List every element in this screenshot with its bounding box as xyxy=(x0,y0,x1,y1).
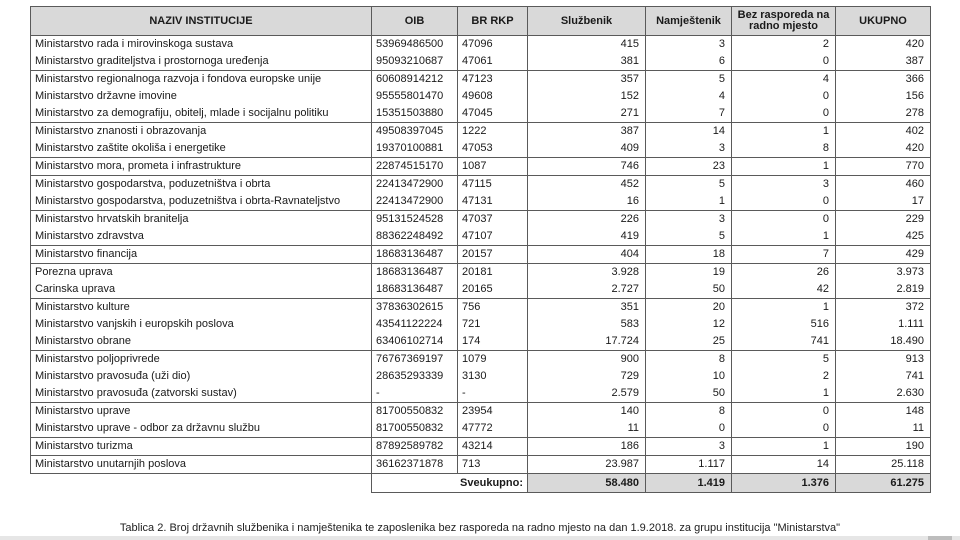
ukupno-cell: 741 xyxy=(836,368,931,385)
ukupno-cell: 425 xyxy=(836,228,931,246)
ukupno-cell: 2.819 xyxy=(836,281,931,299)
oib-cell: 76767369197 xyxy=(372,351,458,369)
oib-cell: 18683136487 xyxy=(372,246,458,264)
institution-name: Ministarstvo znanosti i obrazovanja xyxy=(31,123,372,141)
bez-rasporeda-cell: 0 xyxy=(732,193,836,211)
ukupno-cell: 429 xyxy=(836,246,931,264)
ukupno-cell: 18.490 xyxy=(836,333,931,351)
header-naziv: NAZIV INSTITUCIJE xyxy=(31,7,372,36)
oib-cell: 60608914212 xyxy=(372,71,458,89)
br-rkp-cell: 47115 xyxy=(458,176,528,194)
bez-rasporeda-cell: 0 xyxy=(732,53,836,71)
bez-rasporeda-cell: 516 xyxy=(732,316,836,333)
institution-name: Ministarstvo pravosuđa (uži dio) xyxy=(31,368,372,385)
institution-name: Carinska uprava xyxy=(31,281,372,299)
sluzbenik-cell: 381 xyxy=(528,53,646,71)
table-row xyxy=(31,158,931,176)
namjestenik-cell: 1 xyxy=(646,193,732,211)
br-rkp-cell: 20157 xyxy=(458,246,528,264)
namjestenik-cell: 3 xyxy=(646,211,732,229)
table-row xyxy=(31,176,931,194)
ukupno-cell: 190 xyxy=(836,438,931,456)
table-row xyxy=(31,228,931,246)
bez-rasporeda-cell: 0 xyxy=(732,420,836,438)
namjestenik-cell: 8 xyxy=(646,351,732,369)
br-rkp-cell: 49608 xyxy=(458,88,528,105)
table-row xyxy=(31,123,931,141)
oib-cell: 36162371878 xyxy=(372,456,458,474)
sluzbenik-cell: 357 xyxy=(528,71,646,89)
institution-name: Ministarstvo kulture xyxy=(31,299,372,317)
br-rkp-cell: 43214 xyxy=(458,438,528,456)
ukupno-cell: 460 xyxy=(836,176,931,194)
total-bez-rasporeda: 1.376 xyxy=(732,474,836,493)
oib-cell: 95555801470 xyxy=(372,88,458,105)
table-row xyxy=(31,299,931,317)
br-rkp-cell: 721 xyxy=(458,316,528,333)
table-row xyxy=(31,36,931,54)
oib-cell: 22413472900 xyxy=(372,176,458,194)
bez-rasporeda-cell: 26 xyxy=(732,264,836,282)
sluzbenik-cell: 415 xyxy=(528,36,646,54)
oib-cell: 81700550832 xyxy=(372,403,458,421)
header-namjestenik: Namještenik xyxy=(646,7,732,36)
ukupno-cell: 11 xyxy=(836,420,931,438)
bez-rasporeda-cell: 1 xyxy=(732,299,836,317)
namjestenik-cell: 23 xyxy=(646,158,732,176)
institution-name: Ministarstvo gospodarstva, poduzetništva i obrta-Ravnateljstvo xyxy=(31,193,372,211)
table-row xyxy=(31,211,931,229)
sluzbenik-cell: 152 xyxy=(528,88,646,105)
ukupno-cell: 278 xyxy=(836,105,931,123)
sluzbenik-cell: 419 xyxy=(528,228,646,246)
sluzbenik-cell: 351 xyxy=(528,299,646,317)
total-sluzbenik: 58.480 xyxy=(528,474,646,493)
oib-cell: 22874515170 xyxy=(372,158,458,176)
namjestenik-cell: 3 xyxy=(646,438,732,456)
oib-cell: 18683136487 xyxy=(372,281,458,299)
bez-rasporeda-cell: 1 xyxy=(732,123,836,141)
bez-rasporeda-cell: 1 xyxy=(732,228,836,246)
br-rkp-cell: 3130 xyxy=(458,368,528,385)
bez-rasporeda-cell: 7 xyxy=(732,246,836,264)
bez-rasporeda-cell: 5 xyxy=(732,351,836,369)
oib-cell: 63406102714 xyxy=(372,333,458,351)
namjestenik-cell: 25 xyxy=(646,333,732,351)
table-row xyxy=(31,281,931,299)
institution-name: Ministarstvo zaštite okoliša i energetike xyxy=(31,140,372,158)
header-sluzbenik: Službenik xyxy=(528,7,646,36)
br-rkp-cell: 20181 xyxy=(458,264,528,282)
sluzbenik-cell: 746 xyxy=(528,158,646,176)
namjestenik-cell: 4 xyxy=(646,88,732,105)
oib-cell: 53969486500 xyxy=(372,36,458,54)
bez-rasporeda-cell: 4 xyxy=(732,71,836,89)
total-spacer xyxy=(31,474,372,493)
ukupno-cell: 229 xyxy=(836,211,931,229)
table-row xyxy=(31,246,931,264)
institution-name: Ministarstvo financija xyxy=(31,246,372,264)
sluzbenik-cell: 729 xyxy=(528,368,646,385)
bez-rasporeda-cell: 741 xyxy=(732,333,836,351)
bez-rasporeda-cell: 2 xyxy=(732,36,836,54)
sluzbenik-cell: 452 xyxy=(528,176,646,194)
institution-name: Ministarstvo vanjskih i europskih poslova xyxy=(31,316,372,333)
header-br-rkp: BR RKP xyxy=(458,7,528,36)
header-ukupno: UKUPNO xyxy=(836,7,931,36)
br-rkp-cell: 47061 xyxy=(458,53,528,71)
namjestenik-cell: 5 xyxy=(646,176,732,194)
namjestenik-cell: 5 xyxy=(646,71,732,89)
table-row xyxy=(31,71,931,89)
br-rkp-cell: 1222 xyxy=(458,123,528,141)
total-label: Sveukupno: xyxy=(372,474,528,493)
namjestenik-cell: 7 xyxy=(646,105,732,123)
table-row xyxy=(31,193,931,211)
namjestenik-cell: 1.117 xyxy=(646,456,732,474)
sluzbenik-cell: 404 xyxy=(528,246,646,264)
oib-cell: 18683136487 xyxy=(372,264,458,282)
oib-cell: 19370100881 xyxy=(372,140,458,158)
institution-name: Ministarstvo za demografiju, obitelj, mlade i socijalnu politiku xyxy=(31,105,372,123)
oib-cell: 43541122224 xyxy=(372,316,458,333)
ukupno-cell: 420 xyxy=(836,140,931,158)
ukupno-cell: 420 xyxy=(836,36,931,54)
namjestenik-cell: 19 xyxy=(646,264,732,282)
oib-cell: 15351503880 xyxy=(372,105,458,123)
ukupno-cell: 770 xyxy=(836,158,931,176)
br-rkp-cell: 713 xyxy=(458,456,528,474)
br-rkp-cell: 47053 xyxy=(458,140,528,158)
sluzbenik-cell: 583 xyxy=(528,316,646,333)
br-rkp-cell: 47123 xyxy=(458,71,528,89)
namjestenik-cell: 10 xyxy=(646,368,732,385)
oib-cell: 22413472900 xyxy=(372,193,458,211)
bez-rasporeda-cell: 14 xyxy=(732,456,836,474)
namjestenik-cell: 3 xyxy=(646,36,732,54)
table-row xyxy=(31,385,931,403)
header-oib: OIB xyxy=(372,7,458,36)
institution-name: Ministarstvo pravosuđa (zatvorski sustav) xyxy=(31,385,372,403)
br-rkp-cell: 47131 xyxy=(458,193,528,211)
institution-name: Ministarstvo turizma xyxy=(31,438,372,456)
sluzbenik-cell: 226 xyxy=(528,211,646,229)
sluzbenik-cell: 2.727 xyxy=(528,281,646,299)
oib-cell: - xyxy=(372,385,458,403)
sluzbenik-cell: 11 xyxy=(528,420,646,438)
bez-rasporeda-cell: 0 xyxy=(732,403,836,421)
table-row xyxy=(31,264,931,282)
sluzbenik-cell: 3.928 xyxy=(528,264,646,282)
institution-name: Ministarstvo uprave xyxy=(31,403,372,421)
institutions-table xyxy=(30,6,931,493)
horizontal-scrollbar[interactable] xyxy=(0,536,960,540)
br-rkp-cell: 1079 xyxy=(458,351,528,369)
institution-name: Ministarstvo unutarnjih poslova xyxy=(31,456,372,474)
br-rkp-cell: 756 xyxy=(458,299,528,317)
institution-name: Ministarstvo gospodarstva, poduzetništva i obrta xyxy=(31,176,372,194)
namjestenik-cell: 50 xyxy=(646,281,732,299)
institution-name: Ministarstvo rada i mirovinskoga sustava xyxy=(31,36,372,54)
table-row xyxy=(31,88,931,105)
br-rkp-cell: 1087 xyxy=(458,158,528,176)
br-rkp-cell: 47107 xyxy=(458,228,528,246)
bez-rasporeda-cell: 1 xyxy=(732,385,836,403)
sluzbenik-cell: 409 xyxy=(528,140,646,158)
bez-rasporeda-cell: 2 xyxy=(732,368,836,385)
ukupno-cell: 3.973 xyxy=(836,264,931,282)
br-rkp-cell: 23954 xyxy=(458,403,528,421)
ukupno-cell: 387 xyxy=(836,53,931,71)
oib-cell: 95093210687 xyxy=(372,53,458,71)
namjestenik-cell: 12 xyxy=(646,316,732,333)
bez-rasporeda-cell: 8 xyxy=(732,140,836,158)
ukupno-cell: 2.630 xyxy=(836,385,931,403)
sluzbenik-cell: 23.987 xyxy=(528,456,646,474)
table-row xyxy=(31,105,931,123)
oib-cell: 87892589782 xyxy=(372,438,458,456)
oib-cell: 81700550832 xyxy=(372,420,458,438)
bez-rasporeda-cell: 42 xyxy=(732,281,836,299)
table-row xyxy=(31,438,931,456)
br-rkp-cell: 47772 xyxy=(458,420,528,438)
namjestenik-cell: 0 xyxy=(646,420,732,438)
bez-rasporeda-cell: 1 xyxy=(732,158,836,176)
namjestenik-cell: 50 xyxy=(646,385,732,403)
bez-rasporeda-cell: 0 xyxy=(732,88,836,105)
namjestenik-cell: 20 xyxy=(646,299,732,317)
institution-name: Ministarstvo državne imovine xyxy=(31,88,372,105)
table-row xyxy=(31,456,931,474)
table-row xyxy=(31,333,931,351)
namjestenik-cell: 14 xyxy=(646,123,732,141)
namjestenik-cell: 3 xyxy=(646,140,732,158)
institution-name: Ministarstvo obrane xyxy=(31,333,372,351)
bez-rasporeda-cell: 3 xyxy=(732,176,836,194)
br-rkp-cell: 47037 xyxy=(458,211,528,229)
table-row xyxy=(31,316,931,333)
total-row xyxy=(31,474,931,493)
ukupno-cell: 25.118 xyxy=(836,456,931,474)
table-row xyxy=(31,420,931,438)
total-namjestenik: 1.419 xyxy=(646,474,732,493)
br-rkp-cell: - xyxy=(458,385,528,403)
ukupno-cell: 148 xyxy=(836,403,931,421)
oib-cell: 95131524528 xyxy=(372,211,458,229)
sluzbenik-cell: 900 xyxy=(528,351,646,369)
namjestenik-cell: 18 xyxy=(646,246,732,264)
oib-cell: 37836302615 xyxy=(372,299,458,317)
ukupno-cell: 366 xyxy=(836,71,931,89)
table-row xyxy=(31,53,931,71)
bez-rasporeda-cell: 0 xyxy=(732,105,836,123)
ukupno-cell: 913 xyxy=(836,351,931,369)
institution-name: Ministarstvo mora, prometa i infrastrukture xyxy=(31,158,372,176)
ukupno-cell: 1.111 xyxy=(836,316,931,333)
br-rkp-cell: 47096 xyxy=(458,36,528,54)
bez-rasporeda-cell: 1 xyxy=(732,438,836,456)
namjestenik-cell: 6 xyxy=(646,53,732,71)
institution-name: Ministarstvo poljoprivrede xyxy=(31,351,372,369)
namjestenik-cell: 8 xyxy=(646,403,732,421)
institution-name: Ministarstvo uprave - odbor za državnu službu xyxy=(31,420,372,438)
br-rkp-cell: 174 xyxy=(458,333,528,351)
sluzbenik-cell: 140 xyxy=(528,403,646,421)
table-header-row xyxy=(31,7,931,36)
institution-name: Ministarstvo hrvatskih branitelja xyxy=(31,211,372,229)
oib-cell: 28635293339 xyxy=(372,368,458,385)
ukupno-cell: 17 xyxy=(836,193,931,211)
sluzbenik-cell: 2.579 xyxy=(528,385,646,403)
ukupno-cell: 402 xyxy=(836,123,931,141)
institution-name: Ministarstvo zdravstva xyxy=(31,228,372,246)
sluzbenik-cell: 271 xyxy=(528,105,646,123)
ukupno-cell: 156 xyxy=(836,88,931,105)
namjestenik-cell: 5 xyxy=(646,228,732,246)
sluzbenik-cell: 387 xyxy=(528,123,646,141)
institution-name: Ministarstvo regionalnoga razvoja i fondova europske unije xyxy=(31,71,372,89)
scrollbar-thumb[interactable] xyxy=(928,536,952,540)
header-bez-rasporeda: Bez rasporeda na radno mjesto xyxy=(732,7,836,36)
oib-cell: 49508397045 xyxy=(372,123,458,141)
bez-rasporeda-cell: 0 xyxy=(732,211,836,229)
table-row xyxy=(31,403,931,421)
institution-name: Porezna uprava xyxy=(31,264,372,282)
table-row xyxy=(31,140,931,158)
total-ukupno: 61.275 xyxy=(836,474,931,493)
ukupno-cell: 372 xyxy=(836,299,931,317)
sluzbenik-cell: 186 xyxy=(528,438,646,456)
br-rkp-cell: 20165 xyxy=(458,281,528,299)
oib-cell: 88362248492 xyxy=(372,228,458,246)
sluzbenik-cell: 17.724 xyxy=(528,333,646,351)
sluzbenik-cell: 16 xyxy=(528,193,646,211)
institution-name: Ministarstvo graditeljstva i prostornoga uređenja xyxy=(31,53,372,71)
table-caption: Tablica 2. Broj državnih službenika i namještenika te zaposlenika bez rasporeda na radno mjesto na dan 1.9.2018. za grupu institucija "Ministarstva" xyxy=(119,522,841,534)
br-rkp-cell: 47045 xyxy=(458,105,528,123)
table-row xyxy=(31,368,931,385)
table-row xyxy=(31,351,931,369)
